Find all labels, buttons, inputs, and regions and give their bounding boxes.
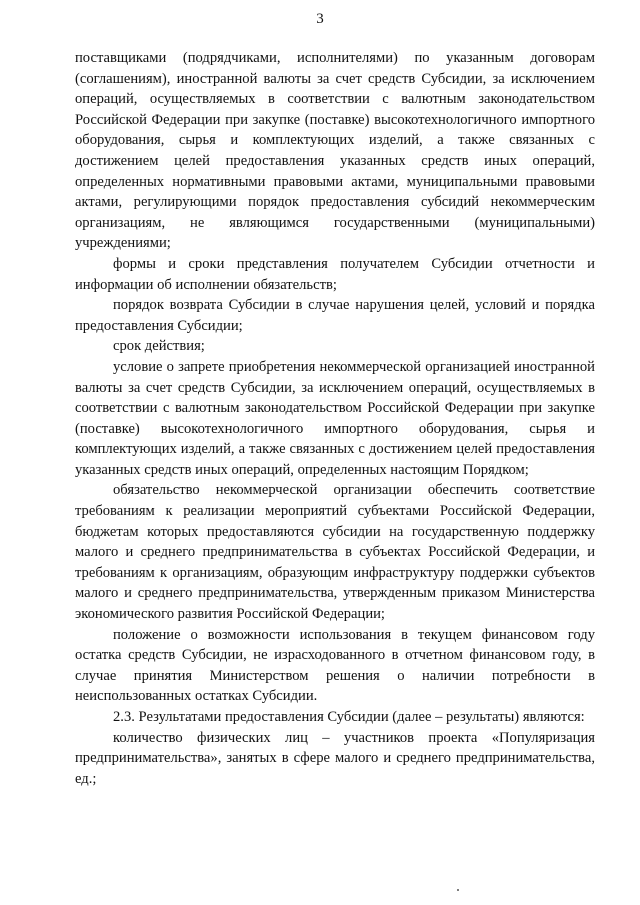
paragraph-remaining-funds: положение о возможности использования в текущем финансовом году остатка средств Субсидии, не израсходованного в отчетном финансовом году, в случае принятия Министерством решения о наличии потребности в неиспользованных остатках Субсидии. [75, 626, 595, 705]
document-body [75, 48, 595, 789]
paragraph-participants-count: количество физических лиц – участников проекта «Популяризация предпринимательства», занятых в сфере малого и среднего предпринимательства, ед.; [75, 729, 595, 787]
paragraph-continuation: поставщиками (подрядчиками, исполнителями) по указанным договорам (соглашениям), иностранной валюты за счет средств Субсидии, за исключением операций, осуществляемых в соответствии с валютным законодательством Российской Федерации при закупке (поставке) высокотехнологичного импортного оборудования, сырья и комплектующих изделий, а также связанных с достижением целей предоставления указанных средств иных операций, определенных нормативными правовыми актами, муниципальными правовыми актами, регулирующими порядок предоставления субсидий некоммерческим организациям, не являющимся государственными (муниципальными) учреждениями; [75, 50, 595, 252]
scan-speck [457, 889, 459, 891]
paragraph-compliance-obligation: обязательство некоммерческой организации обеспечить соответствие требованиям к реализации мероприятий субъектами Российской Федерации, бюджетам которых предоставляются субсидии на государственную поддержку малого и среднего предпринимательства в субъектах Российской Федерации, и требованиям к организациям, образующим инфраструктуру поддержки субъектов малого и среднего предпринимательства, утвержденным приказом Министерства экономического развития Российской Федерации; [75, 482, 595, 623]
paragraph-return-procedure: порядок возврата Субсидии в случае нарушения целей, условий и порядка предоставления Субсидии; [75, 297, 595, 334]
page-number: 3 [316, 11, 324, 27]
paragraph-reporting-forms: формы и сроки представления получателем Субсидии отчетности и информации об исполнении обязательств; [75, 255, 595, 293]
paragraph-validity-term: срок действия; [113, 338, 205, 355]
paragraph-results-heading: 2.3. Результатами предоставления Субсидии (далее – результаты) являются: [113, 709, 585, 725]
paragraph-currency-ban: условие о запрете приобретения некоммерческой организацией иностранной валюты за счет средств Субсидии, за исключением операций, осуществляемых в соответствии с валютным законодательством Российской Федерации при закупке (поставке) высокотехнологичного импортного оборудования, сырья и комплектующих изделий, а также связанных с достижением целей предоставления указанных средств иных операций, определенных настоящим Порядком; [75, 358, 595, 478]
